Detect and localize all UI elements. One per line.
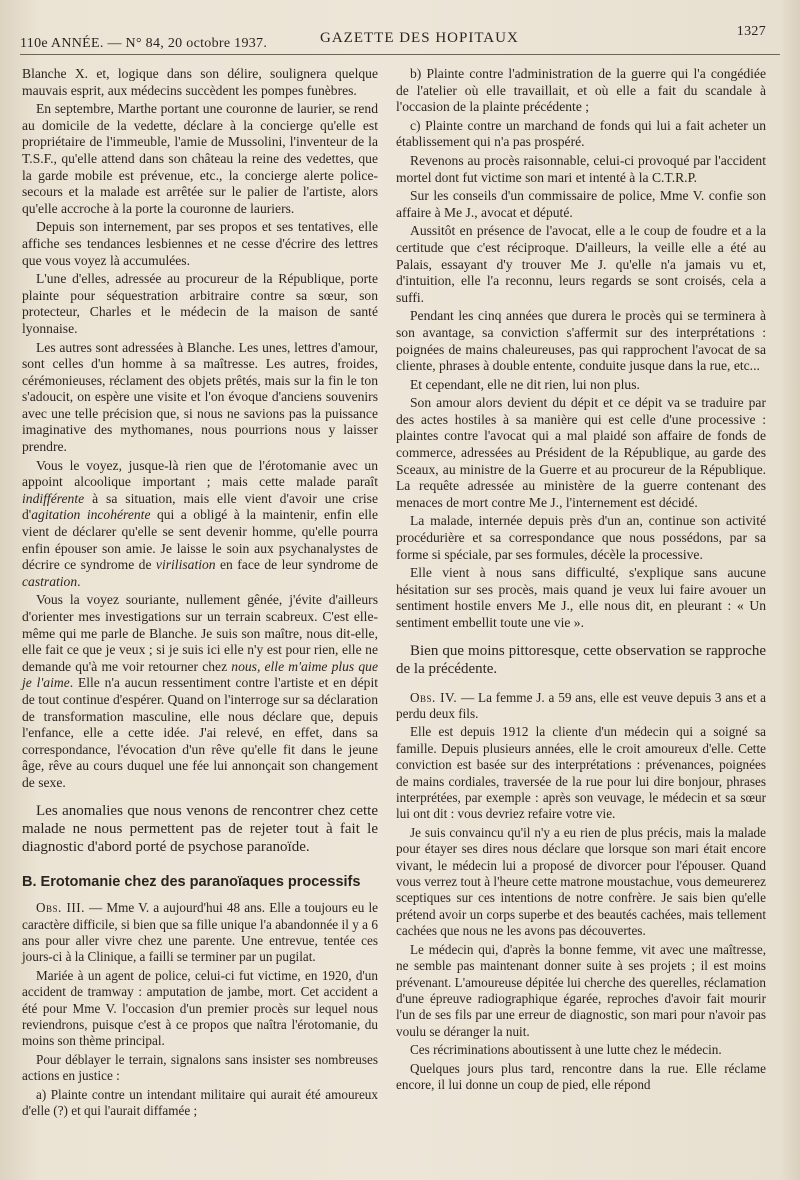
italic-term: virilisation [155,557,216,573]
paragraph: Mariée à un agent de police, celui-ci fut victime, en 1920, d'un accident de tramway : amputation de jambe, mort. Cet accident a été pour Mme V. l'occasion d'un premier procès sur lequel nous reviendrons, puisque c'est à ce propos que naîtra l'érotomanie, du moins son thème principal. [22,967,378,1049]
paragraph: Et cependant, elle ne dit rien, lui non plus. [410,376,640,392]
paragraph: Pendant les cinq années que durera le procès qui se terminera à son avantage, sa conviction s'affermit sur des interprétations : poignées de mains chaleureuses, pas qui rapprochent l'avocat de sa cliente, phrases à double entente, conduite jusque dans la rue, etc... [396,308,766,374]
text-run: qui a obligé à la maintenir, enfin elle vient de déclarer qu'elle se sent devenir homme, qu'elle pourra enfin épouser son amie. Je laisse le soin aux psychanalystes de décrire ce syndrome de [22,507,378,573]
paragraph: Revenons au procès raisonnable, celui-ci provoqué par l'accident mortel dont fut victime son mari et intenté à la C.T.R.P. [396,152,766,185]
text-run: Vous la voyez souriante, nullement gênée, j'évite d'ailleurs d'orienter mes investigations sur un terrain scabreux. C'est elle-même qui me parle de Blanche. Je suis son maître, nous dit-elle, elle fait ce que je veux ; si je suis ici elle n'y est pour rien, elle ne demande qu'à me voir retourner chez [22,592,378,674]
header-rule [20,54,780,55]
paragraph: Pour déblayer le terrain, signalons sans insister ses nombreuses actions en justice : [22,1051,378,1084]
paragraph: Sur les conseils d'un commissaire de police, Mme V. confie son affaire à Me J., avocat et député. [396,188,766,220]
journal-title: GAZETTE DES HOPITAUX [320,30,519,46]
summary-paragraph: Bien que moins pittoresque, cette observation se rapproche de la précédente. [396,642,766,677]
paragraph: Ces récriminations aboutissent à une lutte chez le médecin. [410,1042,722,1058]
summary-paragraph: Les anomalies que nous venons de rencontrer chez cette malade ne nous permettent pas de rejeter tout à fait le diagnostic d'abord porté de psychose paranoïde. [22,802,378,855]
issue-line: 110e ANNÉE. — N° 84, 20 octobre 1937. [20,36,268,51]
paragraph: Aussitôt en présence de l'avocat, elle a le coup de foudre et a la certitude que c'est réciproque. D'ailleurs, la veille elle a été au Palais, essayant d'y trouver Me J. qu'elle n'a jamais vu et, d'intuition, elle l'a reconnu, leurs regards se sont croisés, cela a suffi. [396,223,766,305]
observation-label: Obs. IV. [410,689,458,705]
paragraph: La malade, internée depuis près d'un an, continue son activité procédurière et sa correspondance que nous possédons, par sa forme si spéciale, par ses formules, décèle la processive. [396,513,766,562]
italic-term: indifférente [22,490,85,506]
paragraph: Blanche X. et, logique dans son délire, soulignera quelque mauvais esprit, aux médecins succèdent les pompes funèbres. [22,66,378,98]
paragraph [22,592,378,791]
paragraph: b) Plainte contre l'administration de la guerre qui l'a congédiée de l'atelier où elle travaillait, et où elle a fait du scandale à l'occasion de la plainte précédente ; [396,66,766,115]
text-run: Vous le voyez, jusque-là rien que de l'érotomanie avec un appoint alcoolique important ; mais cette malade paraît [22,457,378,490]
paragraph: Le médecin qui, d'après la bonne femme, vit avec une maîtresse, ne semble pas maintenant donner suite à ses projets ; il est moins prévenant. L'amoureuse dépitée lui cherche des querelles, réclamation d'une épreuve radiographique égarée, reproches d'avoir fait mourir l'un de ses fils par une erreur de diagnostic, son mari pour n'avoir pas voulu se déranger la nuit. [396,941,766,1039]
observation-paragraph [22,900,378,966]
page-header [20,24,766,52]
text-run: . [77,573,81,589]
paragraph [22,458,378,591]
paragraph: L'une d'elles, adressée au procureur de la République, porte plainte pour séquestration arbitraire contre sa sœur, son protecteur, Charles et le médecin de la maison de santé lyonnaise. [22,271,378,336]
paragraph: Je suis convaincu qu'il n'y a eu rien de plus précis, mais la malade pour étayer ses dires nous déclare que lorsque son mari était encore vivant, le médecin lui a proposé de divorcer pour l'épouser. Quand vous verrez tout à l'heure cette matrone moustachue, vous demeurerez sceptiques sur ces intentions de notre confrère. Je sais bien qu'elle prétend avoir un corps superbe et des beautés cachées, mais tellement cachées que nous ne les avons pas découvertes. [396,824,767,939]
paragraph: Les autres sont adressées à Blanche. Les unes, lettres d'amour, sont celles d'un homme à sa maîtresse. Les autres, froides, cérémonieuses, réclament des objets prêtés, mais sur la fin le ton s'adoucit, on espère une visite et l'on évoque d'anciens souvenirs avec une telle précision que, si nous ne savions pas la puissance imaginative des mythomanes, nous pourrions nous y laisser prendre. [22,339,378,455]
text-run: . Elle n'a aucun ressentiment contre l'artiste et en dépit de tout continue d'espérer. Quand on l'interroge sur sa déclaration de transformation masculine, elle nous déclare que, depuis l'enfance, elle a cette idée. J'ai relevé, en effet, dans sa correspondance, l'évocation d'un rêve qu'elle fit dans le jeune âge, rêve au cours duquel une fée lui annonçait son changement de sexe. [22,675,378,790]
text-run: en face de leur syndrome de [215,557,378,573]
italic-quote: nous, elle m'aime plus que je l'aime [22,658,379,691]
text-run: — Mme V. a aujourd'hui 48 ans. Elle a toujours eu le caractère difficile, si bien que sa fille unique l'a abandonnée il y a 6 ans pour aller vivre chez une parente. Une entrevue, tentée ces jours-ci à la Clinique, a failli se terminer par un pugilat. [22,900,378,965]
text-run: à sa situation, mais elle vient d'avoir une crise d' [22,490,378,523]
paragraph: a) Plainte contre un intendant militaire qui aurait été amoureux d'elle (?) et qui l'aurait diffamée ; [22,1086,378,1118]
paragraph: Depuis son internement, par ses propos et ses tentatives, elle affiche ses tendances lesbiennes et ne cesse d'écrire des lettres que vous voyez là accumulées. [22,219,378,268]
paragraph: Elle est depuis 1912 la cliente d'un médecin qui a soigné sa famille. Depuis plusieurs années, elle le croit amoureux d'elle. Cette conviction est basée sur des interprétations : prévenances, poignées de mains cordiales, traversée de la rue pour lui dire bonjour, phrases interprétées, par exemple : après son veuvage, le médecin et sa sœur lui ont dit : vous devriez refaire votre vie. [396,724,766,822]
paragraph: Quelques jours plus tard, rencontre dans la rue. Elle réclame encore, il lui donne un coup de pied, elle répond [396,1060,766,1092]
italic-term: agitation incohérente [31,507,151,523]
observation-paragraph [396,690,766,723]
right-column [396,66,766,1095]
text-run: — La femme J. a 59 ans, elle est veuve depuis 3 ans et a perdu deux fils. [396,689,766,721]
page-number: 1327 [736,24,766,39]
left-column [22,66,378,1121]
italic-term: castration [22,573,78,589]
paragraph: Elle vient à nous sans difficulté, s'explique sans aucune hésitation sur ses procès, mais quand je veux lui faire avouer un sentiment hostile envers Me J., elle nous dit, en pleurant : « Un sentiment embellit toute une vie ». [396,565,766,630]
paragraph: En septembre, Marthe portant une couronne de laurier, se rend au domicile de la vedette, déclare à la concierge qu'elle est propriétaire de l'immeuble, l'amie de Mussolini, l'inventeur de la T.S.F., qu'elle attend dans son château la reine des vedettes, que la garde mobile est prévenue, etc., la concierge alerte police-secours et la malade est arrêtée sur le palier de l'artiste, alors qu'elle accroche à la porte la couronne de lauriers. [22,101,378,216]
section-heading: B. Erotomanie chez des paranoïaques processifs [22,873,361,890]
observation-label: Obs. III. [36,900,85,916]
paragraph: c) Plainte contre un marchand de fonds qui lui a fait acheter un établissement qui n'a pas prospéré. [396,117,766,150]
paragraph: Son amour alors devient du dépit et ce dépit va se traduire par des actes hostiles à sa manière qui est celle d'une processive : plaintes contre l'avocat qui a mal plaidé son affaire de fonds de commerce, adressées au Président de la République, au garde des Sceaux, au ministre de la Guerre et au procureur de la République. La requête adressée au ministère de la guerre contenant des menaces de mort contre Me J., l'internement est décidé. [396,395,766,510]
